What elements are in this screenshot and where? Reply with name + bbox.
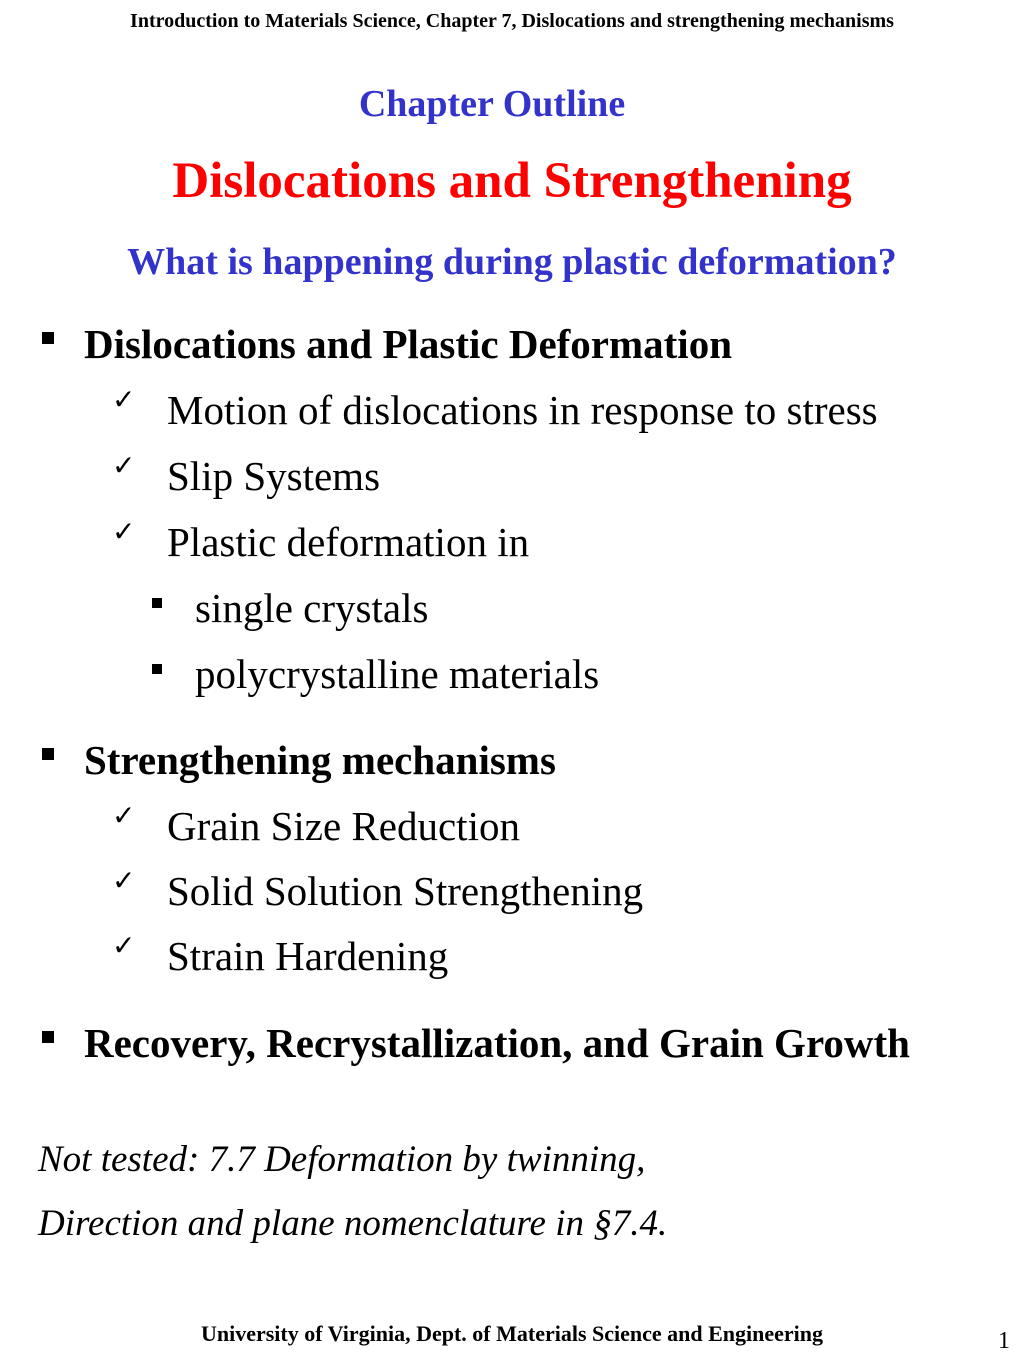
item-label: Slip Systems bbox=[167, 453, 381, 499]
slide-footer: University of Virginia, Dept. of Materials Science and Engineering bbox=[200, 1321, 824, 1346]
list-item bbox=[0, 383, 1024, 436]
square-bullet-icon bbox=[152, 664, 162, 674]
item-label: Motion of dislocations in response to stress bbox=[167, 387, 878, 433]
list-item bbox=[0, 449, 1024, 502]
item-label: Solid Solution Strengthening bbox=[167, 868, 644, 914]
subitem-label: polycrystalline materials bbox=[195, 651, 600, 697]
slide-header: Introduction to Materials Science, Chapter 7, Dislocations and strengthening mechanisms bbox=[130, 10, 894, 32]
sub-list-item bbox=[0, 650, 1024, 700]
section-item bbox=[0, 1019, 1024, 1069]
page-number: 1 bbox=[998, 1328, 1010, 1354]
list-item bbox=[0, 929, 1024, 982]
section-item bbox=[0, 320, 1024, 370]
check-mark-icon: ✓ bbox=[112, 929, 136, 962]
square-bullet-icon bbox=[42, 332, 54, 344]
square-bullet-icon bbox=[42, 748, 54, 760]
slide-title: Dislocations and Strengthening bbox=[172, 153, 852, 209]
note-line: Direction and plane nomenclature in §7.4. bbox=[38, 1203, 668, 1244]
item-label: Grain Size Reduction bbox=[167, 803, 520, 849]
chapter-outline-label: Chapter Outline bbox=[358, 83, 626, 125]
sub-list-item bbox=[0, 584, 1024, 634]
section-item bbox=[0, 736, 1024, 786]
section-label: Recovery, Recrystallization, and Grain Growth bbox=[84, 1020, 910, 1066]
item-label: Plastic deformation in bbox=[167, 519, 530, 565]
check-mark-icon: ✓ bbox=[112, 383, 136, 416]
list-item bbox=[0, 864, 1024, 917]
slide-subtitle: What is happening during plastic deformation? bbox=[127, 241, 897, 283]
list-item bbox=[0, 799, 1024, 852]
subitem-label: single crystals bbox=[195, 585, 429, 631]
check-mark-icon: ✓ bbox=[112, 515, 136, 548]
square-bullet-icon bbox=[152, 598, 162, 608]
check-mark-icon: ✓ bbox=[112, 449, 136, 482]
section-label: Strengthening mechanisms bbox=[84, 737, 556, 783]
check-mark-icon: ✓ bbox=[112, 799, 136, 832]
square-bullet-icon bbox=[42, 1031, 54, 1043]
list-item bbox=[0, 515, 1024, 568]
check-mark-icon: ✓ bbox=[112, 864, 136, 897]
item-label: Strain Hardening bbox=[167, 933, 449, 979]
section-label: Dislocations and Plastic Deformation bbox=[84, 321, 732, 367]
note-line: Not tested: 7.7 Deformation by twinning, bbox=[38, 1139, 646, 1180]
